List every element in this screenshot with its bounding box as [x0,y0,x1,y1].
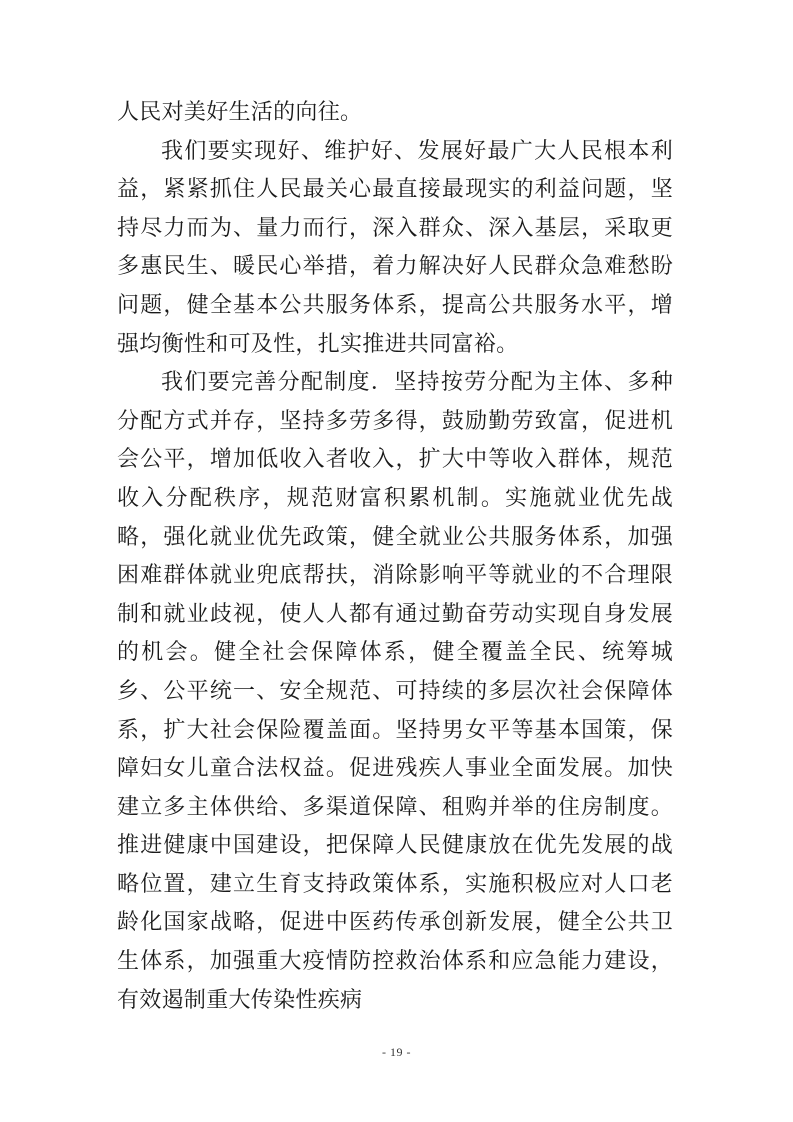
body-text [117,94,673,1020]
page-number: - 19 - [382,1045,411,1059]
paragraph-livelihood: 我们要实现好、维护好、发展好最广大人民根本利益，紧紧抓住人民最关心最直接最现实的利益问题，坚持尽力而为、量力而行，深入群众、深入基层，采取更多惠民生、暖民心举措，着力解决好人民群众急难愁盼问题，健全基本公共服务体系，提高公共服务水平，增强均衡性和可及性，扎实推进共同富裕。 [117,138,673,357]
paragraph-distribution: 我们要完善分配制度．坚持按劳分配为主体、多种分配方式并存，坚持多劳多得，鼓励勤劳致富，促进机会公平，增加低收入者收入，扩大中等收入群体，规范收入分配秩序，规范财富积累机制。实施就业优先战略，强化就业优先政策，健全就业公共服务体系，加强困难群体就业兜底帮扶，消除影响平等就业的不合理限制和就业歧视，使人人都有通过勤奋劳动实现自身发展的机会。健全社会保障体系，健全覆盖全民、统筹城乡、公平统一、安全规范、可持续的多层次社会保障体系，扩大社会保险覆盖面。坚持男女平等基本国策，保障妇女儿童合法权益。促进残疾人事业全面发展。加快建立多主体供给、多渠道保障、租购并举的住房制度。推进健康中国建设，把保障人民健康放在优先发展的战略位置，建立生育支持政策体系，实施积极应对人口老龄化国家战略，促进中医药传承创新发展，健全公共卫生体系，加强重大疫情防控救治体系和应急能力建设，有效遏制重大传染性疾病 [117,370,673,1013]
paragraph-continuation: 人民对美好生活的向往。 [117,100,363,125]
